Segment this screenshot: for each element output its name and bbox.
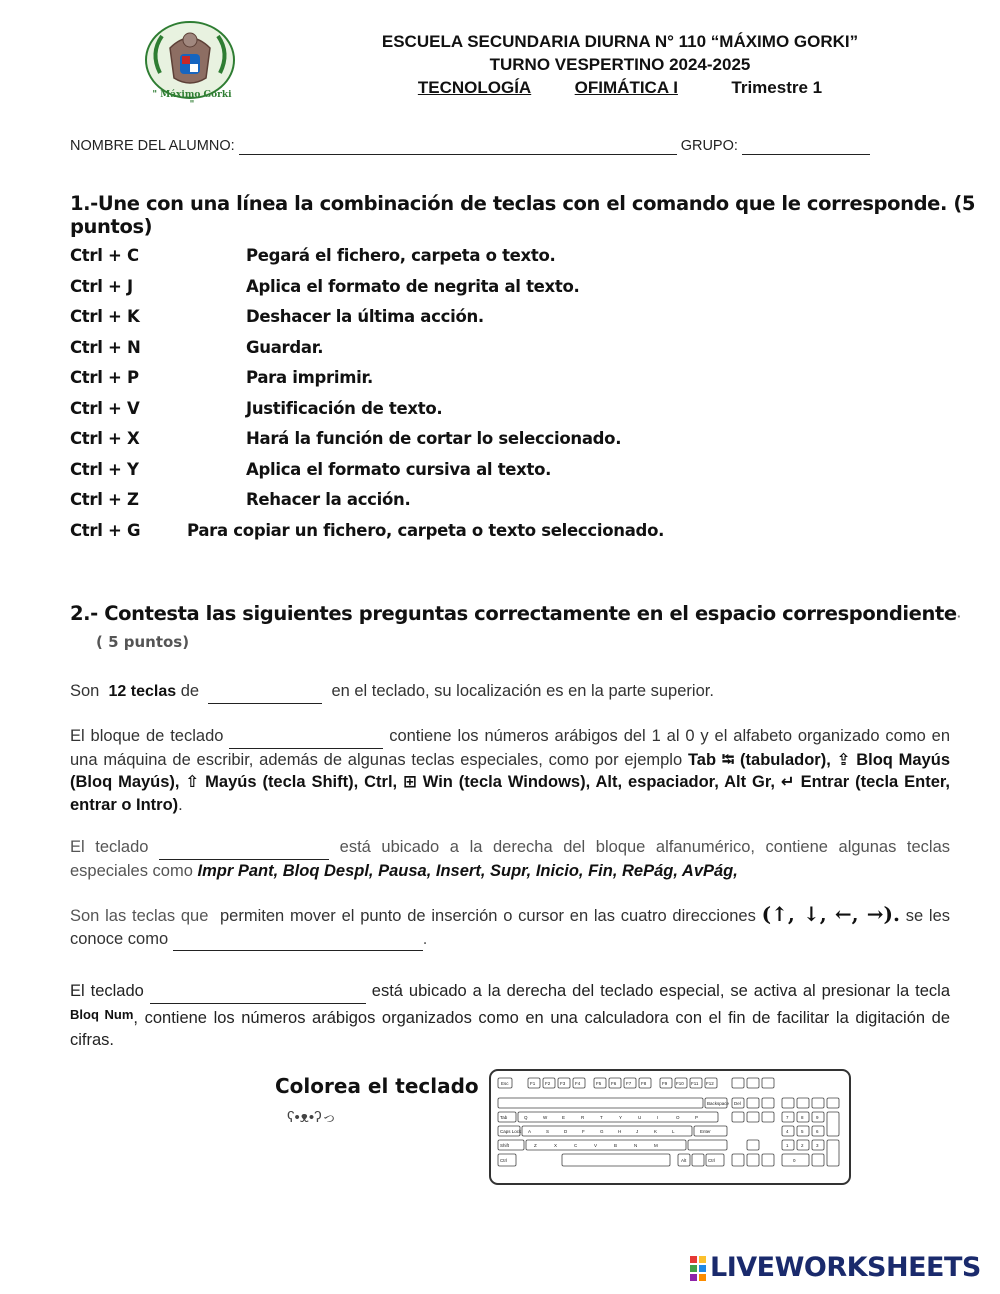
- shortcut-command[interactable]: Rehacer la acción.: [246, 490, 411, 509]
- text: permiten mover el punto de inserción o cursor en las cuatro direcciones: [219, 907, 756, 925]
- key-esc: Esc: [501, 1081, 509, 1086]
- shortcut-keys[interactable]: Ctrl + K: [70, 307, 140, 326]
- shortcut-command[interactable]: Hará la función de cortar lo seleccionado.: [246, 429, 622, 448]
- paragraph-special-keys: [70, 836, 950, 882]
- text: contiene los números arábigos del 1 al 0 y el alfabeto organizado como en una máquina de escribir, además de algunas teclas especiales, como por ejemplo: [70, 727, 950, 769]
- key-k: K: [654, 1129, 658, 1134]
- key-f5: F5: [596, 1081, 602, 1086]
- key-f4: F4: [575, 1081, 581, 1086]
- text: en el teclado, su localización es en la parte superior.: [331, 682, 714, 700]
- key-e: E: [562, 1115, 566, 1120]
- key-f7: F7: [626, 1081, 632, 1086]
- key-r: R: [581, 1115, 585, 1120]
- key-del: Del: [734, 1101, 741, 1106]
- question-2-title: [70, 602, 961, 625]
- key-n: N: [634, 1143, 638, 1148]
- shortcut-command[interactable]: Pegará el fichero, carpeta o texto.: [246, 246, 556, 265]
- shortcut-command[interactable]: Guardar.: [246, 338, 324, 357]
- key-f6: F6: [611, 1081, 617, 1086]
- school-logo: [140, 18, 240, 110]
- title-dot: ·: [956, 610, 961, 623]
- key-w: W: [543, 1115, 548, 1120]
- shortcut-keys[interactable]: Ctrl + J: [70, 277, 133, 296]
- key-num3: 3: [816, 1143, 819, 1148]
- key-f1: F1: [530, 1081, 536, 1086]
- key-s: S: [546, 1129, 550, 1134]
- school-shift: TURNO VESPERTINO 2024-2025: [489, 55, 751, 74]
- key-num7: 7: [786, 1115, 789, 1120]
- key-u: U: [638, 1115, 642, 1120]
- key-f8: F8: [641, 1081, 647, 1086]
- key-l: L: [672, 1129, 675, 1134]
- shortcut-keys[interactable]: Ctrl + P: [70, 368, 139, 387]
- key-v: V: [594, 1143, 598, 1148]
- text: .: [178, 795, 183, 814]
- answer-blank-1[interactable]: [208, 680, 322, 704]
- shortcut-command[interactable]: Aplica el formato cursiva al texto.: [246, 460, 552, 479]
- key-f9: F9: [662, 1081, 668, 1086]
- key-i: I: [657, 1115, 659, 1120]
- key-y: Y: [619, 1115, 623, 1120]
- key-f2: F2: [545, 1081, 551, 1086]
- key-o: O: [676, 1115, 680, 1120]
- shortcut-keys[interactable]: Ctrl + Y: [70, 460, 139, 479]
- key-alt: Alt: [681, 1158, 687, 1163]
- shortcut-command[interactable]: Para imprimir.: [246, 368, 373, 387]
- key-label: Bloq Num: [70, 1006, 134, 1022]
- answer-blank-5[interactable]: [150, 980, 366, 1004]
- key-f: F: [582, 1129, 585, 1134]
- key-num1: 1: [786, 1143, 789, 1148]
- key-f11: F11: [691, 1081, 699, 1086]
- key-num5: 5: [801, 1129, 804, 1134]
- course: OFIMÁTICA I: [574, 78, 678, 97]
- school-name: ESCUELA SECUNDARIA DIURNA N° 110 “MÁXIMO GORKI”: [381, 32, 859, 51]
- key-f10: F10: [676, 1081, 684, 1086]
- shortcut-keys[interactable]: Ctrl + C: [70, 246, 139, 265]
- subject: TECNOLOGÍA: [417, 78, 532, 97]
- key-ctrl: Ctrl: [500, 1158, 507, 1163]
- text: está ubicado a la derecha del teclado especial, se activa al presionar la tecla: [371, 982, 951, 1000]
- key-num6: 6: [816, 1129, 819, 1134]
- text: se les conoce como: [70, 907, 950, 948]
- key-shift: Shift: [500, 1143, 510, 1148]
- key-b: B: [614, 1143, 618, 1148]
- subject-line: [300, 78, 940, 98]
- key-num9: 9: [816, 1115, 819, 1120]
- question-2-points: ( 5 puntos): [96, 633, 190, 651]
- question-2-title-text: 2.- Contesta las siguientes preguntas correctamente en el espacio correspondiente: [70, 602, 957, 625]
- text: El teclado: [70, 982, 144, 1000]
- coloring-instruction: Colorea el teclado: [275, 1074, 479, 1098]
- shortcut-command[interactable]: Para copiar un fichero, carpeta o texto seleccionado.: [187, 521, 665, 540]
- key-num8: 8: [801, 1115, 804, 1120]
- text: está ubicado a la derecha del bloque alfanumérico, contiene algunas teclas especiales como: [70, 838, 951, 880]
- text: , contiene los números arábigos organizados como en una calculadora con el fin de facilitar la digitación de cifras.: [70, 1008, 951, 1049]
- text: El bloque de teclado: [70, 727, 224, 745]
- answer-blank-3[interactable]: [159, 836, 329, 860]
- text: Son: [70, 682, 100, 700]
- text: Son las teclas que: [70, 907, 209, 925]
- key-d: D: [564, 1129, 568, 1134]
- paragraph-arrow-keys: [70, 903, 950, 951]
- liveworksheets-brand[interactable]: [690, 1254, 990, 1286]
- key-tab: Tab: [500, 1115, 508, 1120]
- paragraph-numeric-keypad: [70, 980, 950, 1052]
- key-z: Z: [534, 1143, 537, 1148]
- arrow-symbols: (↑, ↓, ←, →).: [761, 902, 900, 926]
- paragraph-alphanumeric: [70, 725, 950, 816]
- shortcut-command[interactable]: Aplica el formato de negrita al texto.: [246, 277, 580, 296]
- key-backspace: Backspace: [707, 1101, 730, 1106]
- key-g: G: [600, 1129, 604, 1134]
- key-num2: 2: [801, 1143, 804, 1148]
- logo-caption: " Máximo Gorki ": [152, 90, 232, 110]
- key-q: Q: [524, 1115, 528, 1120]
- name-field[interactable]: [239, 138, 677, 155]
- key-j: J: [636, 1129, 639, 1134]
- text-bold: Tab ⭾ (tabulador), ⇪ Bloq Mayús (Bloq Mayús), ⇧ Mayús (tecla Shift), Ctrl, ⊞ Win (tecla Windows), Alt, espaciador, Alt Gr, ↵ Entrar (tecla Enter, entrar o Intro): [70, 750, 950, 814]
- term: Trimestre 1: [731, 78, 823, 97]
- paragraph-function-keys: [70, 680, 950, 704]
- shortcut-keys[interactable]: Ctrl + X: [70, 429, 140, 448]
- shortcut-keys[interactable]: Ctrl + Z: [70, 490, 139, 509]
- group-field[interactable]: [742, 138, 870, 155]
- key-c: C: [574, 1143, 578, 1148]
- key-num0: 0: [793, 1158, 796, 1163]
- key-num4: 4: [786, 1129, 789, 1134]
- text: El teclado: [70, 838, 149, 856]
- key-h: H: [618, 1129, 622, 1134]
- key-a: A: [528, 1129, 532, 1134]
- text-bold: 12 teclas: [108, 683, 177, 700]
- key-enter: Enter: [700, 1129, 711, 1134]
- brand-name: LIVEWORKSHEETS: [710, 1252, 981, 1283]
- text: .: [422, 929, 428, 948]
- text-bold-italic: Impr Pant, Bloq Despl, Pausa, Insert, Supr, Inicio, Fin, RePág, AvPág,: [197, 861, 738, 880]
- student-info-line: [70, 138, 870, 155]
- answer-blank-2[interactable]: [229, 725, 383, 749]
- key-caps: Caps Lock: [500, 1129, 522, 1134]
- keyboard-illustration[interactable]: [488, 1068, 852, 1186]
- key-ctrl-right: Ctrl: [708, 1158, 715, 1163]
- key-p: P: [695, 1115, 699, 1120]
- shortcut-keys[interactable]: Ctrl + N: [70, 338, 141, 357]
- key-m: M: [654, 1143, 658, 1148]
- question-1-title: 1.-Une con una línea la combinación de teclas con el comando que le corresponde. (5 puntos): [70, 192, 976, 238]
- decorative-symbols: ʕ•ᴥ•ʔっ: [287, 1109, 337, 1126]
- key-f3: F3: [560, 1081, 566, 1086]
- key-x: X: [554, 1143, 558, 1148]
- shortcut-command[interactable]: Deshacer la última acción.: [246, 307, 484, 326]
- name-label: NOMBRE DEL ALUMNO:: [70, 138, 235, 154]
- shortcut-keys[interactable]: Ctrl + G: [70, 521, 141, 540]
- key-f12: F12: [706, 1081, 714, 1086]
- shortcut-keys[interactable]: Ctrl + V: [70, 399, 140, 418]
- group-label: GRUPO:: [680, 138, 738, 154]
- key-t: T: [600, 1115, 603, 1120]
- shortcut-command[interactable]: Justificación de texto.: [246, 399, 443, 418]
- text: de: [180, 682, 200, 700]
- answer-blank-4[interactable]: [173, 928, 423, 952]
